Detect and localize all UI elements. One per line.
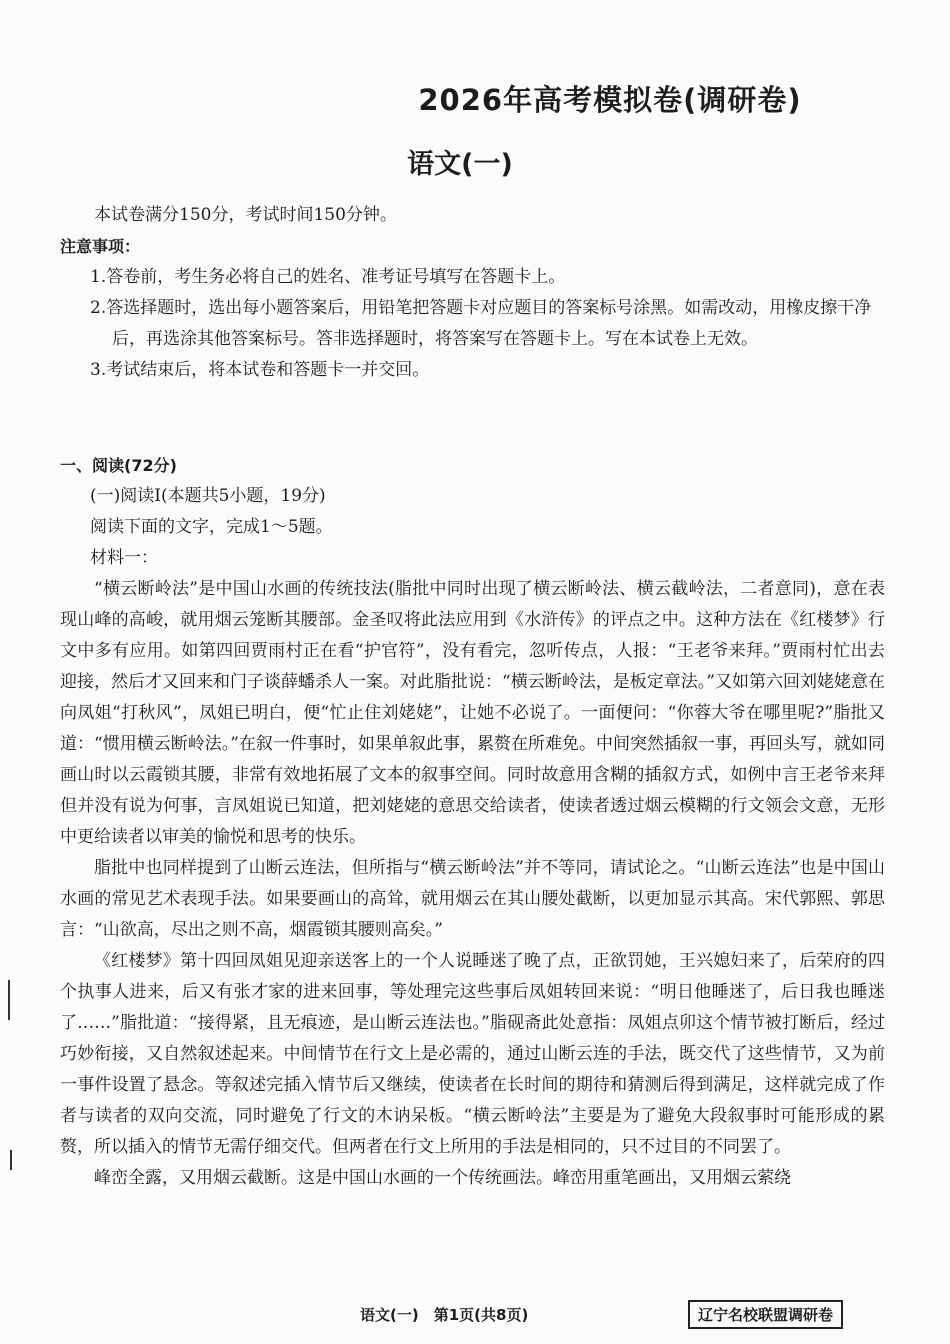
page-number: 语文(一) 第1页(共8页) xyxy=(360,1306,529,1324)
paragraph: 《红楼梦》第十四回凤姐见迎亲送客上的一个人说睡迷了晚了点，正欲罚她，王兴媳妇来了，后荣府的四个执事人进来，后又有张才家的进来回事，等处理完这些事后凤姐转回来说：“明日他睡迷了，后日我也睡迷了……”脂批道：“接得紧，且无痕迹，是山断云连法也。”脂砚斋此处意指：凤姐点卯这个情节被打断后，经过巧妙衔接，又自然叙述起来。中间情节在行文上是必需的，通过山断云连的手法，既交代了这些情节，又为前一事件设置了悬念。等叙述完插入情节后又继续，使读者在长时间的期待和猜测后得到满足，这样就完成了作者与读者的双向交流，同时避免了行文的木讷呆板。“横云断岭法”主要是为了避免大段叙事时可能形成的累赘，所以插入的情节无需仔细交代。但两者在行文上所用的手法是相同的，只不过目的不同罢了。 xyxy=(60,951,885,1157)
reading-instruction: 阅读下面的文字，完成1～5题。 xyxy=(90,517,333,537)
note-item: 3.考试结束后，将本试卷和答题卡一并交回。 xyxy=(90,360,430,380)
notes-list xyxy=(60,262,885,386)
footer-badge: 辽宁名校联盟调研卷 xyxy=(688,1300,843,1329)
paragraph: “横云断岭法”是中国山水画的传统技法(脂批中同时出现了横云断岭法、横云截岭法，二者意同)，意在表现山峰的高峻，就用烟云笼断其腰部。金圣叹将此法应用到《水浒传》的评点之中。这种方法在《红楼梦》行文中多有应用。如第四回贾雨村正在看“护官符”，没有看完，忽听传点，人报：“王老爷来拜。”贾雨村忙出去迎接，然后才又回来和门子谈薛蟠杀人一案。对此脂批说：“横云断岭法，是板定章法。”又如第六回刘姥姥意在向凤姐“打秋风”，凤姐已明白，便“忙止住刘姥姥”，让她不必说了。一面便问：“你蓉大爷在哪里呢?”脂批又道：“惯用横云断岭法。”在叙一件事时，如果单叙此事，累赘在所难免。中间突然插叙一事，再回头写，就如同画山时以云霞锁其腰，非常有效地拓展了文本的叙事空间。同时故意用含糊的插叙方式，如例中言王老爷来拜但并没有说为何事，言凤姐说已知道，把刘姥姥的意思交给读者，使读者透过烟云模糊的行文领会文意，无形中更给读者以审美的愉悦和思考的快乐。 xyxy=(60,579,885,847)
scan-mark xyxy=(8,980,10,1020)
page-footer xyxy=(0,1300,950,1330)
intro-block xyxy=(60,200,885,386)
reading-section xyxy=(60,450,885,1194)
paragraph: 脂批中也同样提到了山断云连法，但所指与“横云断岭法”并不等同，请试论之。“山断云连法”也是中国山水画的常见艺术表现手法。如果要画山的高耸，就用烟云在其山腰处截断，以更加显示其高。宋代郭熙、郭思言：“山欲高，尽出之则不高，烟霞锁其腰则高矣。” xyxy=(60,858,885,940)
material-label: 材料一： xyxy=(90,548,158,568)
exam-subtitle: 语文(一) xyxy=(407,149,513,180)
note-item: 1.答卷前，考生务必将自己的姓名、准考证号填写在答题卡上。 xyxy=(90,267,566,287)
exam-info: 本试卷满分150分，考试时间150分钟。 xyxy=(94,205,397,225)
material-text xyxy=(60,574,885,1194)
notes-title: 注意事项： xyxy=(60,237,141,256)
paragraph: 峰峦全露，又用烟云截断。这是中国山水画的一个传统画法。峰峦用重笔画出，又用烟云萦绕 xyxy=(94,1168,791,1188)
section-title: 一、阅读(72分) xyxy=(60,456,177,475)
exam-title: 2026年高考模拟卷(调研卷) xyxy=(418,83,802,117)
scan-mark xyxy=(10,1150,12,1170)
subsection-title: (一)阅读Ⅰ(本题共5小题，19分) xyxy=(90,486,326,506)
note-item: 2.答选择题时，选出每小题答案后，用铅笔把答题卡对应题目的答案标号涂黑。如需改动，用橡皮擦干净后，再选涂其他答案标号。答非选择题时，将答案写在答题卡上。写在本试卷上无效。 xyxy=(90,298,872,349)
